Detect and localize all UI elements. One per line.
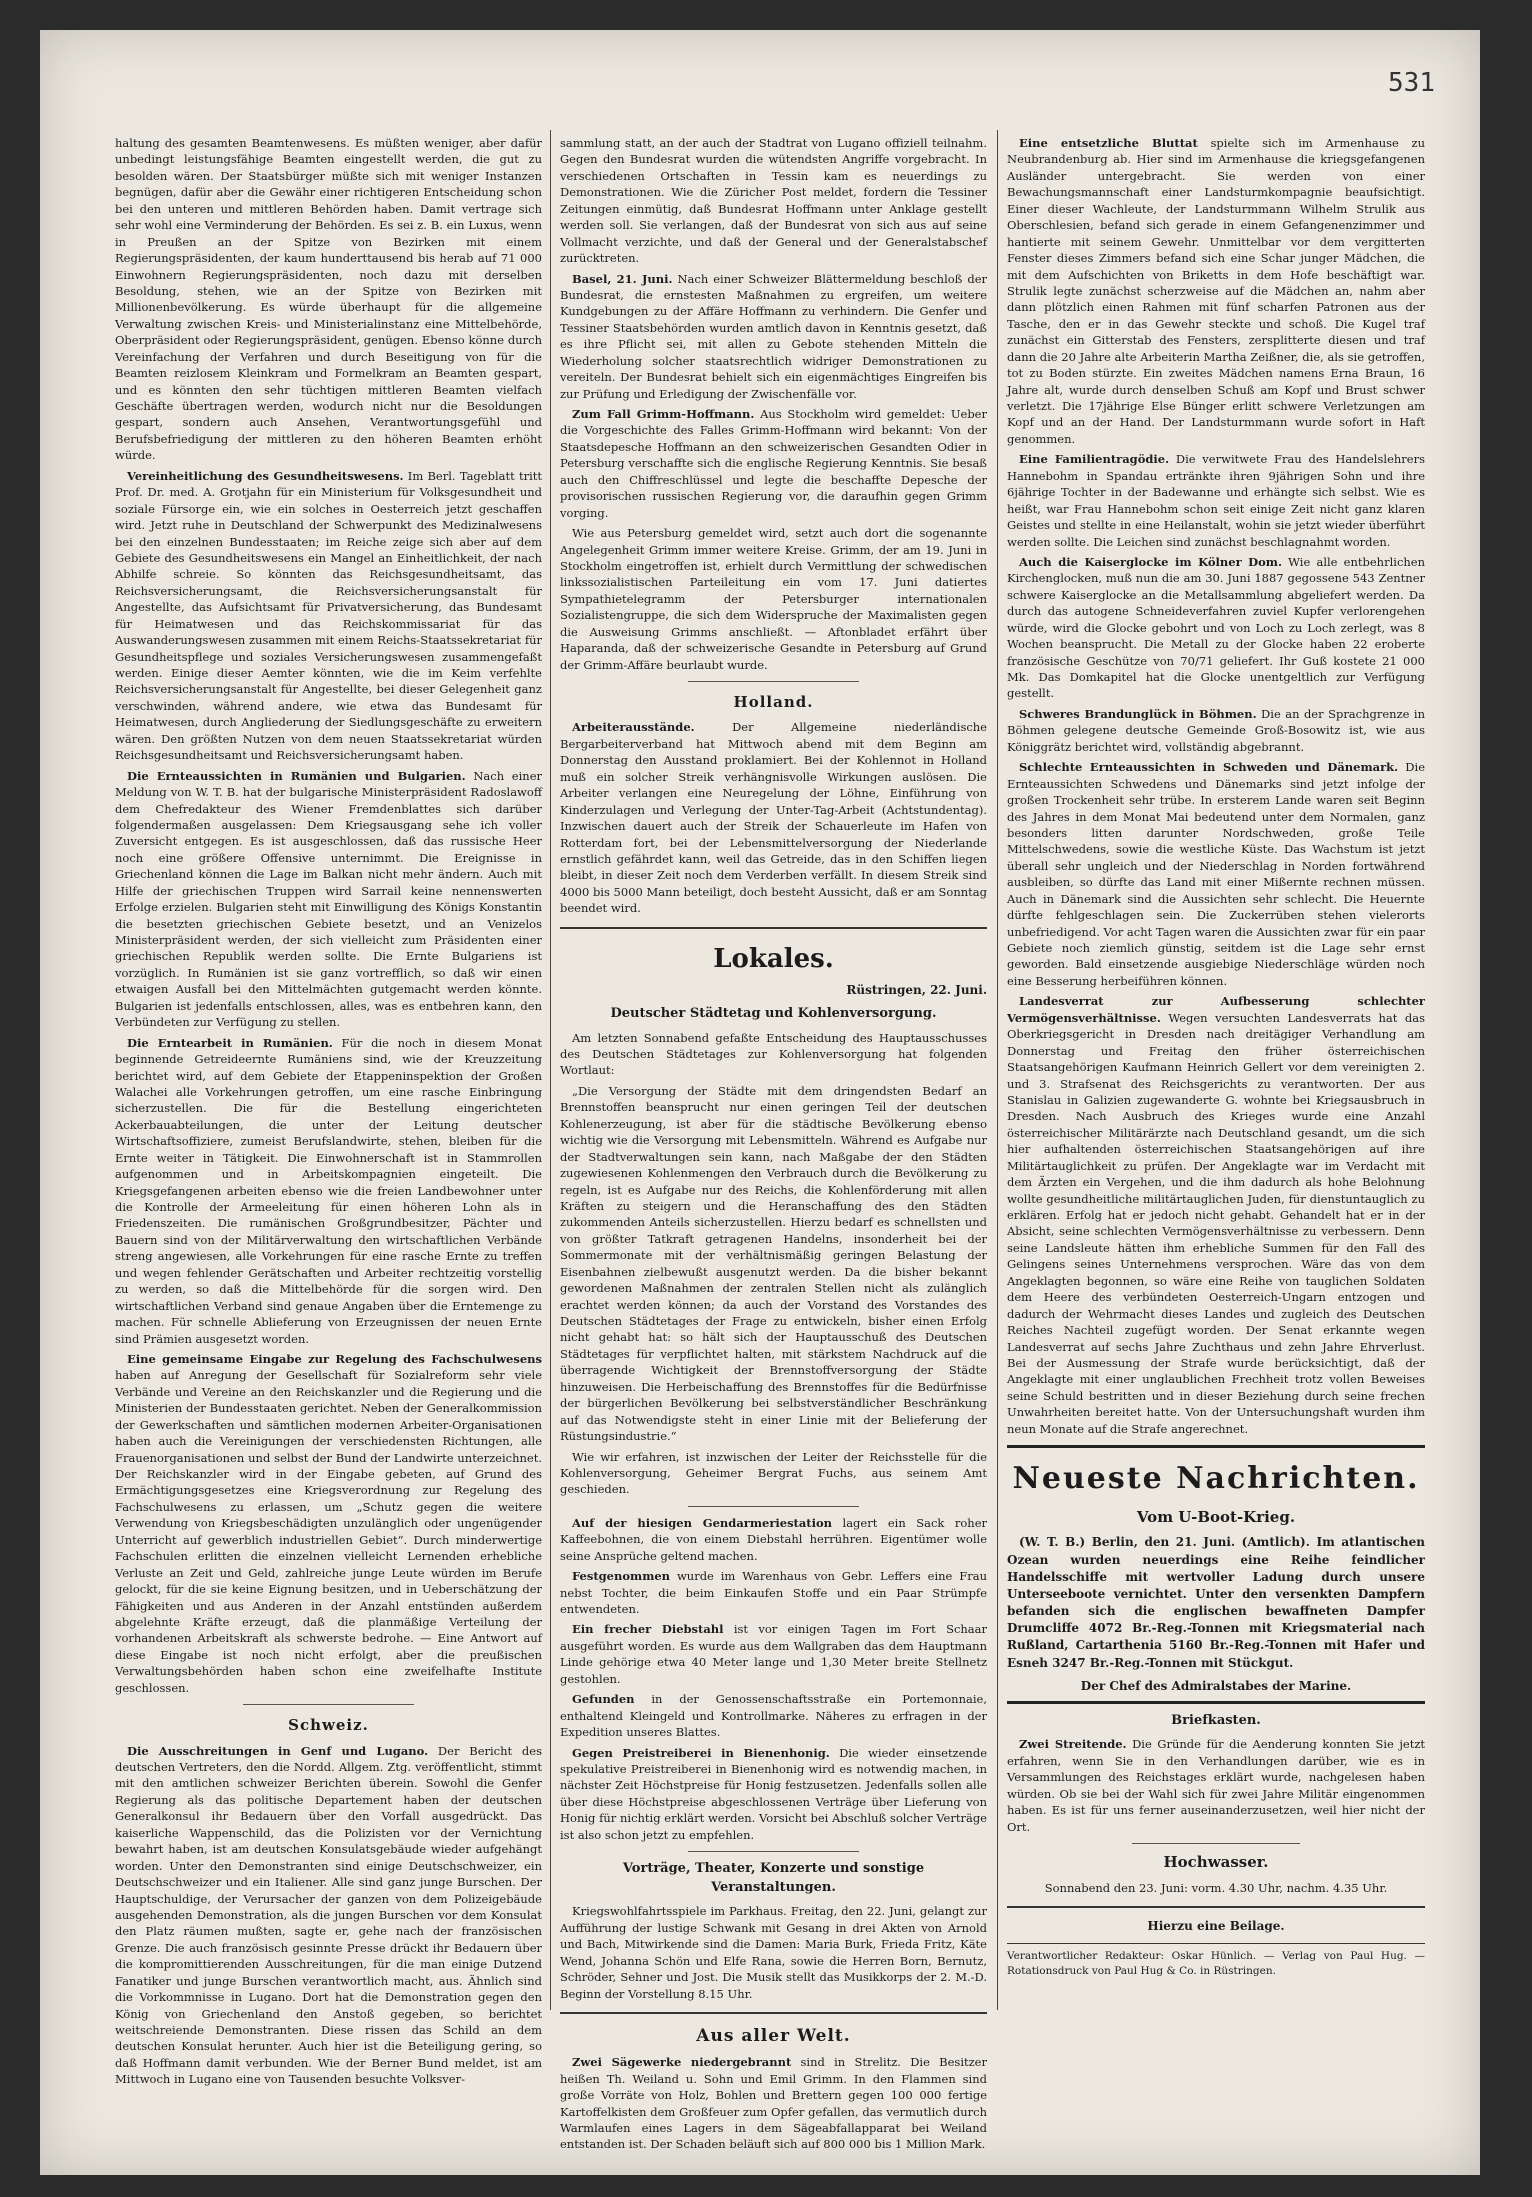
section-heading-briefkasten: Briefkasten.: [1171, 1712, 1261, 1728]
article-text: Der Bericht des deutschen Vertreters, den die Nordd. Allgem. Ztg. veröffentlicht, stimmt mit den amtlichen schweizer Berichten überein. Sowohl die Genfer Regierung als das politische Departement haben der deutschen Generalkonsul ihr Bedauern über den Vorfall ausgedrückt. Das kaiserliche Wappenschild, das die Polizisten vor der Vernichtung bewahrt haben, ist am deutschen Konsulatsgebäude wieder aufgehängt worden. Unter den Demonstranten sind einige Deutschschweizer, ein Deutschschweizer und ein Italiener. Alle sind ganz junge Burschen. Der Hauptschuldige, der Verursacher der ganzen von dem Polizeigebäude ausgehenden Demonstration, als die jungen Burschen vor dem Konsulat den Platz räumen mußten, sagte er, gehe nach der französischen Grenze. Die auch französisch gesinnte Presse drückt ihr Bedauern über die kompromittierenden Ausschreitungen, für die man einige Dutzend Fanatiker und junge Burschen verantwortlich macht, aus. Ähnlich sind die Vorkommnisse in Lugano. Dort hat die Demonstration gegen den König von Griechenland den Anstoß gegeben, so berichtet weitschreiende Demonstranten. Diese rissen das Schild an dem deutschen Konsulat herunter. Auch hier ist die Beteiligung gering, so daß Hoffmann damit verbunden. Wie der Berner Bund meldet, ist am Mittwoch in Lugano eine von Tausenden besuchte Volksver-: [115, 1743, 542, 2087]
article-paragraph: Kriegswohlfahrtsspiele im Parkhaus. Freitag, den 22. Juni, gelangt zur Aufführung der lustige Schwank mit Gesang in drei Akten von Arnold und Bach, Mitwirkende sind die Damen: Maria Burk, Frieda Fritz, Käte Wend, Johanna Schön und Elfe Rana, sowie die Herren Born, Bernutz, Schröder, Sehner und Jost. Die Musik stellt das Musikkorps der 2. M.-D. Beginn der Vorstellung 8.15 Uhr.: [560, 1904, 987, 2001]
latest-news-box: [1007, 1445, 1425, 1704]
article-text: Wie alle entbehrlichen Kirchenglocken, muß nun die am 30. Juni 1887 gegossene 543 Zentner schwere Kaiserglocke an die Metallsammlung abgeliefert werden. Da durch das autogene Schneideverfahren zuviel Kupfer verlorengehen würde, wird die Glocke gebohrt und von Loch zu Loch zerlegt, was 8 Wochen beansprucht. Die Metall zu der Glocke haben 22 eroberte französische Geschütze von 70/71 geliefert. Ihr Guß kostete 21 000 Mk. Das Domkapitel hat die Glocke unentgeltlich zur Verfügung gestellt.: [1007, 554, 1426, 701]
article-paragraph: [560, 1745, 987, 1844]
article-lead: Schweres Brandunglück in Böhmen.: [1019, 706, 1257, 721]
section-heading-aus-aller-welt: Aus aller Welt.: [696, 2025, 851, 2046]
article-paragraph: sammlung statt, an der auch der Stadtrat von Lugano offiziell teilnahm. Gegen den Bundesrat wurden die wütendsten Angriffe vorgebracht. In verschiedenen Ortschaften in Tessin kam es neuerdings zu Demonstrationen. Wie die Züricher Post meldet, fordern die Tessiner Zeitungen einmütig, daß Bundesrat Hoffmann unter Anklage gestellt werden soll. Sie verlangen, daß der Bundesrat von sich aus auf seine Vollmacht verzichte, und daß der General und der Generalstabschef zurücktreten.: [560, 136, 987, 266]
article-paragraph: haltung des gesamten Beamtenwesens. Es müßten weniger, aber dafür unbedingt leistungsfähige Beamten eingestellt werden, die gut zu besolden wären. Der Staatsbürger müßte sich mit weniger Instanzen begnügen, dafür aber die Gewähr einer richtigeren Entscheidung schon bei den unteren und mittleren Behörden haben. Damit vertrage sich sehr wohl eine Verminderung der Behörden. Es sei z. B. ein Luxus, wenn in Preußen an der Spitze von Bezirken mit einem Regierungspräsidenten, der kaum hunderttausend bis herab auf 71 000 Einwohnern Regierungspräsidenten, noch dazu mit derselben Besoldung, stehen, wie an der Spitze von Bezirken mit Millionenbevölkerung. Es würde überhaupt für die allgemeine Verwaltung zwischen Kreis- und Ministerialinstanz eine Mittelbehörde, Oberpräsident oder Regierungspräsident, genügen. Ebenso könne durch Vereinfachung der Verfahren und durch Beseitigung von für die Beamten reizlosem Kleinkram und Formelkram an Beamten gespart, und es könnten den sehr tüchtigen mittleren Beamten vielfach Geschäfte übertragen werden, wodurch nicht nur die Besoldungen gespart, sondern auch Ansehen, Verantwortungsgefühl und Berufsbefriedigung der mittleren zu den höheren Beamten erhöht würde.: [115, 136, 542, 463]
article-paragraph: [115, 468, 542, 764]
section-heading-schweiz: Schweiz.: [288, 1716, 369, 1735]
article-text: lagert ein Sack roher Kaffeebohnen, die von einem Diebstahl herrühren. Eigentümer wolle seine Ansprüche geltend machen.: [560, 1515, 988, 1563]
article-paragraph: [560, 1621, 987, 1687]
article-paragraph: Wie aus Petersburg gemeldet wird, setzt auch dort die sogenannte Angelegenheit Grimm immer weitere Kreise. Grimm, der am 19. Juni in Stockholm eingetroffen ist, erhielt durch Vermittlung der schwedischen linkssozialistischen Parteileitung ein vom 17. Juni datiertes Sympathietelegramm der Petersburger internationalen Sozialistengruppe, die sich dem Widerspruche der Maximalisten gegen die Ausweisung Grimms anschließt. — Aftonbladet erfährt über Haparanda, daß der schweizerische Gesandte in Petersburg auf Grund der Grimm-Affäre beurlaubt wurde.: [560, 526, 987, 672]
article-lead: Gefunden: [572, 1692, 635, 1707]
section-heading-hochwasser: Hochwasser.: [1163, 1853, 1269, 1872]
column-middle: [560, 135, 987, 2157]
latest-news-body: (W. T. B.) Berlin, den 21. Juni. (Amtlich). Im atlantischen Ozean wurden neuerdings eine Reihe feindlicher Handelsschiffe mit wertvoller Ladung durch unsere Unterseeboote vernichtet. Unter den versenkten Dampfern befanden sich die englischen bewaffneten Dampfer Drumcliffe 4072 Br.-Reg.-Tonnen mit Kriegsmaterial nach Rußland, Cartarthenia 5160 Br.-Reg.-Tonnen mit Hafer und Esneh 3247 Br.-Reg.-Tonnen mit Stückgut.: [1007, 1535, 1425, 1670]
article-text: Die verwitwete Frau des Handelslehrers Hannebohm in Spandau ertränkte ihren 9jährigen Sohn und ihre 6jährige Tochter in der Badewanne und erhängte sich selbst. Wie es heißt, war Frau Hannebohm schon seit einige Zeit nicht ganz klaren Geistes und stellte in eine Heilanstalt, wohin sie jetzt wieder überführt werden sollte. Die Leichen sind zunächst beschlagnahmt worden.: [1007, 452, 1425, 549]
dateline: Rüstringen, 22. Juni.: [846, 982, 987, 997]
article-lead: Die Ausschreitungen in Genf und Lugano.: [127, 1743, 429, 1758]
article-text: wurde im Warenhaus von Gebr. Leffers eine Frau nebst Tochter, die beim Einkaufen Stoffe und ein Paar Strümpfe entwendeten.: [560, 1569, 987, 1617]
latest-news-title: Neueste Nachrichten.: [1012, 1461, 1420, 1497]
article-paragraph: [115, 1351, 542, 1696]
article-text: Wegen versuchten Landesverrats hat das Oberkriegsgericht in Dresden nach dreitägiger Verhandlung am Donnerstag und Freitag den früher österreichischen Staatsangehörigen Kaufmann Heinrich Gellert vor dem vereinigten 2. und 3. Strafsenat des Reichsgerichts zu verantworten. Der aus Stanislau in Galizien zugewanderte G. wohnte bei Kriegsausbruch in Dresden. Nach Ausbruch des Krieges wurde eine Anzahl österreichischer Militärärzte nach Deutschland gesandt, um die sich hier aufhaltenden österreichischen Staatsangehörigen auf ihre Militärtauglichkeit zu prüfen. Der Angeklagte war im Verdacht mit dem Ärzten ein Vergehen, und die ihm dadurch als hohe Belohnung wollte gesundheitliche militärtauglichen Juden, für dienstuntauglich zu erklären. Erfolg hat er jedoch nicht gehabt. Gehandelt hat er in der Absicht, seine schlechten Vermögensverhältnisse zu verbessern. Denn seine Landsleute hätten ihm erhebliche Summen für den Fall des Gelingens seines Unternehmens versprochen. Wäre das von dem Angeklagten begonnen, so wäre eine Reihe von tauglichen Soldaten dem Heere des verbündeten Oesterreich-Ungarn entzogen und dadurch der Wehrmacht dieses Landes und zugleich des Deutschen Reiches Nachteil zugefügt worden. Der Senat erkannte wegen Landesverrat auf sechs Jahre Zuchthaus und zehn Jahre Ehrverlust. Bei der Ausmessung der Strafe wurde berücksichtigt, daß der Angeklagte mit einer unglaublichen Frechheit trotz vollen Beweises seine Schuld bestritten und in dieser Beziehung durch seine frechen Unwahrheiten bereitet hatte. Von der Untersuchungshaft wurden ihm neun Monate auf die Strafe angerechnet.: [1007, 1010, 1425, 1436]
page-number: 531: [1388, 68, 1435, 98]
article-paragraph: [560, 271, 987, 403]
article-lead: Die Ernteaussichten in Rumänien und Bulgarien.: [127, 768, 466, 783]
article-text: Die Gründe für die Aenderung konnten Sie jetzt erfahren, wenn Sie in den Verhandlungen darüber, wie es in Versammlungen des Reichstages erklärt wurde, nachgelesen haben würden. Ob sie bei der Wahl sich für zwei Jahre Militär eingenommen haben. Es ist für uns ferner auseinanderzusetzen, weil hier nicht der Ort.: [1007, 1737, 1425, 1834]
article-text: Nach einer Meldung von W. T. B. hat der bulgarische Ministerpräsident Radoslawoff dem Chefredakteur des Wiener Fremdenblattes sich darüber folgendermaßen ausgelassen: Dem Kriegsausgang sehe ich voller Zuversicht entgegen. Es ist ausgeschlossen, daß das russische Heer noch eine größere Offensive unternimmt. Die Ereignisse in Griechenland können die Lage im Balkan nicht mehr ändern. Auch mit Hilfe der griechischen Truppen wird Sarrail keine nennenswerten Erfolge erzielen. Bulgarien steht mit Einwilligung des Königs Konstantin die besetzten griechischen Gebiete besetzt, und an Venizelos Ministerpräsident werden, der sich vielleicht zum Präsidenten einer griechischen Republik werden sollte. Die Ernte Bulgariens ist vorzüglich. In Rumänien ist sie ganz vortrefflich, so daß wir einen etwaigen Ausfall bei den Mittelmächten gutgemacht werden könnte. Bulgarien ist jedenfalls entschlossen, alles, was es entbehren kann, den Verbündeten zur Verfügung zu stellen.: [115, 768, 542, 1030]
article-text: sind in Strelitz. Die Besitzer heißen Th. Weiland u. Sohn und Emil Grimm. In den Flammen sind große Vorräte von Holz, Bohlen und Brettern gegen 100 000 fertige Kartoffelkisten dem Großfeuer zum Opfer gefallen, das vermutlich durch Warmlaufen eines Lagers in dem Sägeabfallapparat bei Weiland entstanden ist. Der Schaden beläuft sich auf 800 000 bis 1 Million Mark.: [560, 2055, 987, 2152]
latest-news-subtitle: Vom U-Boot-Krieg.: [1136, 1508, 1296, 1527]
article-paragraph: [560, 2054, 987, 2153]
article-paragraph: [560, 719, 987, 916]
article-paragraph: [115, 768, 542, 1031]
article-paragraph: [115, 1743, 542, 2088]
article-lead: Vereinheitlichung des Gesundheitswesens.: [127, 468, 404, 483]
article-paragraph: [1007, 451, 1425, 550]
section-heading-holland: Holland.: [733, 693, 814, 711]
article-lead: Auf der hiesigen Gendarmeriestation: [572, 1515, 833, 1530]
article-lead: Eine gemeinsame Eingabe zur Regelung des Fachschulwesens: [127, 1351, 542, 1366]
divider: [688, 1506, 859, 1507]
supplement-note: Hierzu eine Beilage.: [1147, 1918, 1285, 1933]
article-lead: Landesverrat zur Aufbesserung schlechter Vermögensverhältnisse.: [1007, 994, 1425, 1025]
article-paragraph: [1007, 993, 1425, 1437]
article-lead: Schlechte Ernteaussichten in Schweden und Dänemark.: [1019, 760, 1399, 775]
article-text: Für die noch in diesem Monat beginnende Getreideernte Rumäniens sind, wie der Kreuzzeitung berichtet wird, auf dem Gebiete der Etappeninspektion der Großen Walachei alle Vorkehrungen getroffen, um eine rasche Einbringung sicherzustellen. Die für die Bestellung eingerichteten Ackerbauabteilungen, die unter der Leitung deutscher Wirtschaftsoffiziere, zumeist Berufslandwirte, stehen, bleiben für die Ernte weiter in Tätigkeit. Die Einwohnerschaft ist in Stammrollen aufgenommen und in Arbeitskompagnien eingeteilt. Die Kriegsgefangenen arbeiten ebenso wie die freien Landbewohner unter die Kontrolle der Armeeleitung für einen höheren Lohn als in Friedenszeiten. Die rumänischen Großgrundbesitzer, Pächter und Bauern sind von der Militärverwaltung den wirtschaftlichen Verbände streng angewiesen, alle Vorkehrungen für eine rasche Ernte zu treffen und wegen fehlender Gerätschaften und Arbeiter rechtzeitig vorstellig zu werden, so daß die Mittelbehörde für die sorgen wird. Den wirtschaftlichen Verband sind genaue Angaben über die Erntemenge zu machen. Für schnelle Ablieferung von Erzeugnissen der neuen Ernte sind Prämien ausgesetzt worden.: [115, 1035, 542, 1346]
article-lead: Gegen Preistreiberei in Bienenhonig.: [572, 1745, 830, 1760]
article-lead: Festgenommen: [572, 1569, 671, 1584]
divider: [688, 681, 859, 682]
article-paragraph: „Die Versorgung der Städte mit dem dringendsten Bedarf an Brennstoffen beansprucht nur einen geringen Teil der deutschen Kohlenerzeugung, ist aber für die städtische Bevölkerung ebenso wichtig wie die Versorgung mit Lebensmitteln. Während es Aufgabe nur der Stadtverwaltungen sein kann, nach Maßgabe der den Städten zugewiesenen Kohlenmengen den Verbrauch durch die Bevölkerung zu regeln, ist es Aufgabe nur des Reichs, die Kohlenförderung mit allen Kräften zu steigern und die Heranschaffung des den Städten zukommenden Anteils sicherzustellen. Hierzu bedarf es schnellsten und von größter Tatkraft getragenen Handelns, insonderheit bei der Sommermonate mit der verhältnismäßig geringen Belastung der Eisenbahnen zielbewußt ausgenutzt werden. Da die bisher bekannt gewordenen Maßnahmen der zentralen Stellen nicht als zulänglich erachtet werden können; da auch der Vorstand des Vorstandes des Deutschen Städtetages der Frage zu entwickeln, bisher einen Erfolg nicht gehabt hat: so hält sich der Hauptausschuß des Deutschen Städtetages für verpflichtet halten, mit stärkstem Nachdruck auf die überragende Wichtigkeit der Brennstoffversorgung der Städte hinzuweisen. Die Herbeischaffung des Brennstoffes für die Bedürfnisse der bürgerlichen Bevölkerung bei selbstverständlicher Beschränkung auf das Notwendigste steht in einer Linie mit der Belieferung der Rüstungsindustrie.“: [560, 1083, 987, 1444]
article-lead: Eine entsetzliche Bluttat: [1019, 136, 1198, 150]
article-text: Der Allgemeine niederländische Bergarbeiterverband hat Mittwoch abend mit dem Beginn am Donnerstag den Ausstand proklamiert. Bei der Kohlennot in Holland muß ein solcher Streik verhängnisvolle Wirkungen auslösen. Die Arbeiter verlangen eine Neuregelung der Löhne, Einführung von Kinderzulagen und Verlegung der Unter-Tag-Arbeit (Achtstundentag). Inzwischen dauert auch der Streik der Schauerleute im Hafen von Rotterdam fort, bei der Lebensmittelversorgung der Niederlande ernstlich gefährdet kann, weil das Getreide, das in den Schiffen liegen bleibt, in dieser Zeit noch dem Verderben verfällt. In diesem Streik sind 4000 bis 5000 Mann beteiligt, doch besteht Aussicht, daß er am Sonntag beendet wird.: [560, 720, 987, 916]
article-lead: Zwei Sägewerke niedergebrannt: [572, 2055, 792, 2070]
divider: [243, 1704, 414, 1705]
article-paragraph: [560, 1515, 987, 1564]
article-lead: Auch die Kaiserglocke im Kölner Dom.: [1019, 554, 1282, 569]
article-text: Die an der Sprachgrenze in Böhmen gelegene deutsche Gemeinde Groß-Bosowitz ist, wie aus Königgrätz berichtet wird, vollständig abgebrannt.: [1007, 706, 1425, 754]
article-paragraph: [1007, 554, 1425, 702]
article-lead: Eine Familientragödie.: [1019, 452, 1170, 467]
article-paragraph: Wie wir erfahren, ist inzwischen der Leiter der Reichsstelle für die Kohlenversorgung, Geheimer Bergrat Fuchs, aus seinem Amt geschieden.: [560, 1449, 987, 1497]
article-lead: Die Erntearbeit in Rumänien.: [127, 1035, 333, 1050]
article-paragraph: [1007, 706, 1425, 755]
imprint: Verantwortlicher Redakteur: Oskar Hünlich. — Verlag von Paul Hug. — Rotationsdruck von Paul Hug & Co. in Rüstringen.: [1007, 1943, 1425, 1979]
article-text: Die Ernteaussichten Schwedens und Dänemarks sind jetzt infolge der großen Trockenheit sehr trübe. In ersterem Lande waren seit Beginn des Jahres in dem Monat Mai bedeutend unter dem Normalen, ganz besonders litten darunter Nordschweden, große Teile Mittelschwedens, sowie die westliche Küste. Das Wachstum ist jetzt überall sehr ungleich und der Niederschlag in Norden fortwährend ausbleiben, so dürfte das Land mit einer Mißernte rechnen müssen. Auch in Dänemark sind die Aussichten sehr schlecht. Die Heuernte dürfte fehlgeschlagen sein. Die Zuckerrüben stehen vielerorts unbefriedigend. Vor acht Tagen waren die Aussichten zwar für ein paar Gebiete noch ziemlich günstig, seitdem ist die Lage sehr ernst geworden. Bald einsetzende ausgiebige Niederschläge würden noch eine Besserung herbeiführen können.: [1007, 760, 1426, 988]
article-paragraph: [1007, 759, 1425, 989]
article-paragraph: [560, 406, 987, 521]
article-text: Aus Stockholm wird gemeldet: Ueber die Vorgeschichte des Falles Grimm-Hoffmann wird bekannt: Von der Staatsdepesche Hoffmann an den schweizerischen Gesandten Odier in Petersburg verschaffte sich die englische Regierung Kenntnis. Sie besaß auch den Chiffreschlüssel und legte die beschaffte Depesche der provisorischen russischen Regierung vor, die daraufhin gegen Grimm vorging.: [560, 407, 987, 520]
article-lead: Zum Fall Grimm-Hoffmann.: [572, 407, 755, 421]
column-left: [115, 135, 542, 2092]
article-lead: Ein frecher Diebstahl: [572, 1622, 724, 1637]
article-paragraph: [115, 1035, 542, 1347]
article-paragraph: Am letzten Sonnabend gefaßte Entscheidung des Hauptausschusses des Deutschen Städtetages zur Kohlenversorgung hat folgenden Wortlaut:: [560, 1030, 987, 1078]
article-lead: Arbeiterausstände.: [572, 720, 695, 735]
article-paragraph: [560, 1568, 987, 1617]
article-text: in der Genossenschaftsstraße ein Portemonnaie, enthaltend Kleingeld und Kontrollmarke. Näheres zu erfragen in der Expedition unseres Blattes.: [560, 1692, 987, 1740]
article-text: haben auf Anregung der Gesellschaft für Sozialreform sehr viele Verbände und Vereine an den Reichskanzler und die Regierung und die Ministerien der Bundesstaaten gerichtet. Neben der Generalkommission der Gewerkschaften und sämtlichen modernen Arbeiter-Organisationen haben auch die Vereinigungen der verschiedensten Richtungen, alle Frauenorganisationen und selbst der Bund der Landwirte unterzeichnet. Der Reichskanzler wird in der Eingabe gebeten, auf Grund des Ermächtigungsgesetzes eine Kriegsverordnung zur Regelung des Fachschulwesens zu erlassen, um „Schutz gegen die weitere Verwendung von Kriegsbeschädigten unzulänglich oder ungenügender Unterricht auf gewerblich industriellen Gebiet“. Durch minderwertige Fachschulen erlitten die einzelnen vielleicht Lernenden erhebliche Verluste an Zeit und Geld, zahlreiche junge Leute würden im Berufe gelockt, für die sie keine Eignung besitzen, und in Ueberschätzung der Fähigkeiten und aus Anderen in der Anzahl entstünden außerdem abgelehnte Kräfte erzeugt, daß die planmäßige Verteilung der vorhandenen Arbeitskraft als schwerste bedrohe. — Eine Antwort auf diese Eingabe ist noch nicht erfolgt, aber die preußischen Verwaltungsbehörden haben schon eine zweifelhafte Institute geschlossen.: [115, 1368, 542, 1695]
article-lead: Basel, 21. Juni.: [572, 271, 673, 286]
latest-news-signature: Der Chef des Admiralstabes der Marine.: [1080, 1678, 1352, 1693]
column-right: [1007, 135, 1425, 1983]
article-text: Die wieder einsetzende spekulative Preistreiberei in Bienenhonig wird es notwendig machen, in nächster Zeit Höchstpreise für Honig festzusetzen. Jedenfalls sollen alle über diese Höchstpreise abgeschlossenen Verträge über Lieferung von Honig für nichtig erklärt werden. Vorsicht bei Abschluß solcher Verträge ist also schon jetzt zu empfehlen.: [560, 1745, 987, 1842]
column-divider: [550, 130, 551, 2010]
tide-times: Sonnabend den 23. Juni: vorm. 4.30 Uhr, nachm. 4.35 Uhr.: [1044, 1880, 1388, 1895]
newspaper-page: [40, 30, 1480, 2175]
article-paragraph: [560, 1691, 987, 1740]
section-heading-vortraege: Vorträge, Theater, Konzerte und sonstige Veranstaltungen.: [622, 1861, 925, 1895]
article-title: Deutscher Städtetag und Kohlenversorgung.: [610, 1006, 937, 1022]
divider: [688, 1851, 859, 1852]
article-text: spielte sich im Armenhause zu Neubrandenburg ab. Hier sind im Armenhause die kriegsgefangenen Ausländer untergebracht. Sie werden von einer Bewachungsmannschaft einer Landsturmkompagnie beaufsichtigt. Einer dieser Wachleute, der Landsturmmann Wilhelm Strulik aus Oberschlesien, befand sich gerade in einem Gefangenenzimmer und hantierte mit seinem Gewehr. Unmittelbar vor dem vergitterten Fenster dieses Zimmers befand sich eine Schar junger Mädchen, die mit dem Aufschichten von Briketts in dem Hofe beschäftigt war. Strulik legte zunächst scherzweise auf die Mädchen an, nahm aber dann plötzlich einen Rahmen mit fünf scharfen Patronen aus der Tasche, den er in das Gewehr steckte und schoß. Die Kugel traf zunächst ein Gitterstab des Fensters, zersplitterte diesen und traf dann die 20 Jahre alte Arbeiterin Martha Zeißner, die, als sie getroffen, tot zu Boden stürzte. Ein zweites Mädchen namens Erna Braun, 16 Jahre alt, wurde durch denselben Schuß am Kopf und Brust schwer verletzt. Die 17jährige Else Bünger erlitt schwere Verletzungen am Kopf und an der Hand. Der Landsturmmann wurde sofort in Haft genommen.: [1007, 136, 1425, 446]
section-heading-lokales: Lokales.: [713, 943, 834, 974]
article-paragraph: [1007, 135, 1425, 447]
divider: [1132, 1843, 1299, 1844]
column-divider: [997, 130, 998, 2010]
article-paragraph: [1007, 1736, 1425, 1835]
divider: [1007, 1906, 1425, 1908]
article-text: ist vor einigen Tagen im Fort Schaar ausgeführt worden. Es wurde aus dem Wallgraben das dem Hauptmann Linde gehörige etwa 40 Meter lange und 1,30 Meter breite Stellnetz gestohlen.: [560, 1622, 988, 1686]
divider: [560, 927, 987, 929]
article-lead: Zwei Streitende.: [1019, 1737, 1127, 1752]
divider: [560, 2012, 987, 2014]
article-text: Im Berl. Tageblatt tritt Prof. Dr. med. A. Grotjahn für ein Ministerium für Volksgesundheit und soziale Fürsorge ein, wie ein solches in Oesterreich jetzt geschaffen wird. Jetzt ruhe in Deutschland der Schwerpunkt des Medizinalwesens bei den einzelnen Bundesstaaten; im Reiche zeige sich aber auf dem Gebiete des Gesundheitswesens ein Mangel an Einheitlichkeit, der nach Abhilfe schreie. So könnten das Reichsgesundheitsamt, das Reichsversicherungsamt, die Reichsversicherungsanstalt für Angestellte, das Aufsichtsamt für Privatversicherung, das Bundesamt für Heimatwesen und das Reichskommissariat für das Auswanderungswesen zusammen mit einem Reichs-Staatssekretariat für Gesundheitspflege und soziales Versicherungswesen zusammengefaßt werden. Einige dieser Aemter könnten, wie die im Keim verfehlte Reichsversicherungsanstalt für Angestellte, bei dieser Gelegenheit ganz verschwinden, während andere, wie etwa das Bundesamt für Heimatwesen, durch Angliederung der Siedlungsgeschäfte zu erweitern wären. Den größten Nutzen von dem neuen Staatssekretariat würden Reichsgesundheitsamt und Reichsversicherungsamt haben.: [115, 468, 543, 763]
article-text: Nach einer Schweizer Blättermeldung beschloß der Bundesrat, die ernstesten Maßnahmen zu ergreifen, um weitere Kundgebungen zu der Affäre Hoffmann zu verhindern. Die Genfer und Tessiner Staatsbehörden wurden amtlich davon in Kenntnis gesetzt, daß es ihre Pflicht sei, mit allen zu Gebote stehenden Mitteln die Wiederholung solcher staatsrechtlich widriger Demonstrationen zu vereiteln. Der Bundesrat behielt sich ein eigenmächtiges Eingreifen bis zur Prüfung und Erledigung der Zwischenfälle vor.: [560, 271, 987, 401]
